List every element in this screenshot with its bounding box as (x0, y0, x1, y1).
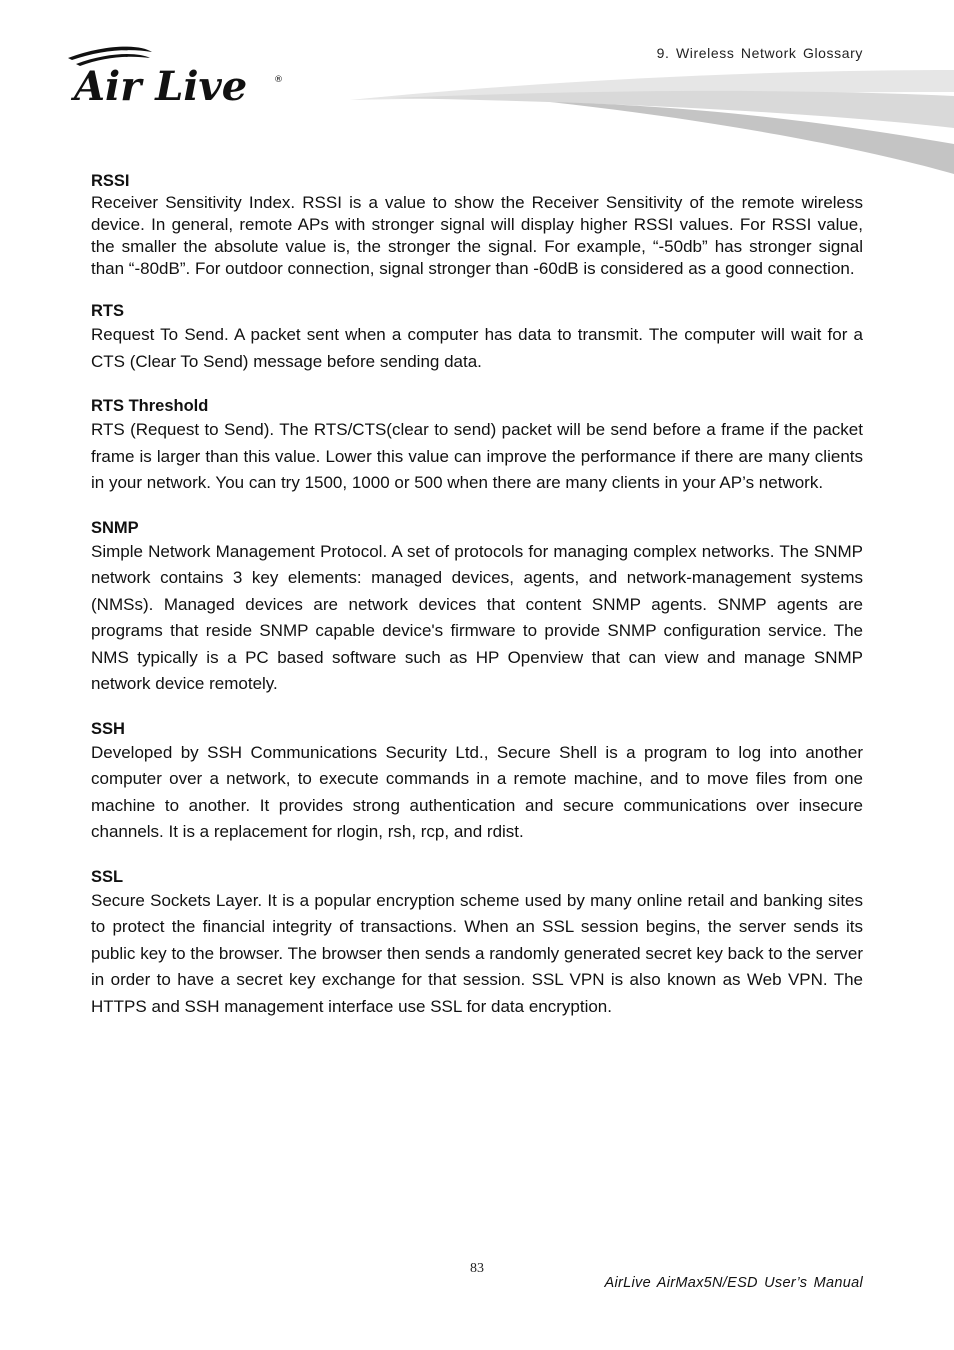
glossary-entry-rssi (91, 170, 863, 280)
glossary-definition: Simple Network Management Protocol. A set of protocols for managing complex networks. The SNMP network contains 3 key elements: managed devices, agents, and network-management systems (NMSs). Managed devices are network devices that content SNMP agents. SNMP agents are programs that reside SNMP capable device's firmware to provide SNMP configuration service. The NMS typically is a PC based software such as HP Openview that can view and manage SNMP network device remotely. (91, 541, 863, 693)
glossary-definition: Secure Sockets Layer. It is a popular encryption scheme used by many online retail and banking sites to protect the financial integrity of transactions. When an SSL session begins, the server sends its public key to the browser. The browser then sends a randomly generated secret key back to the server in order to have a secret key exchange for that session. SSL VPN is also known as Web VPN. The HTTPS and SSH management interface use SSL for data encryption. (91, 890, 863, 1016)
glossary-entry-snmp (91, 517, 863, 698)
glossary-term: RSSI (91, 172, 130, 190)
glossary-content (91, 170, 863, 1040)
logo-wordmark: Air Live (74, 63, 248, 110)
glossary-entry-rts (91, 300, 863, 375)
glossary-term: SSL (91, 867, 124, 886)
glossary-term: RTS (91, 302, 124, 320)
logo-registered-mark: ® (274, 75, 283, 85)
glossary-entry-ssl (91, 866, 863, 1021)
glossary-term: RTS Threshold (91, 397, 209, 415)
page-number: 83 (470, 1261, 484, 1276)
footer-manual-title: AirLive AirMax5N/ESD User’s Manual (604, 1275, 863, 1291)
glossary-term: SNMP (91, 518, 139, 537)
glossary-definition: Receiver Sensitivity Index. RSSI is a value to show the Receiver Sensitivity of the remote wireless device. In general, remote APs with stronger signal will display higher RSSI values. For RSSI value, the smaller the absolute value is, the stronger the signal. For example, “-50db” has stronger signal than “-80dB”. For outdoor connection, signal stronger than -60dB is considered as a good connection. (91, 193, 863, 278)
page-header-section: 9. Wireless Network Glossary (656, 45, 863, 61)
glossary-term: SSH (91, 719, 125, 738)
glossary-entry-rts-threshold (91, 395, 863, 497)
header-swoosh-decoration (350, 66, 954, 178)
glossary-definition: RTS (Request to Send). The RTS/CTS(clear to send) packet will be send before a frame if the packet frame is larger than this value. Lower this value can improve the performance if there are many clients in your network. You can try 1500, 1000 or 500 when there are many clients in your AP’s network. (91, 420, 863, 492)
airlive-logo (60, 40, 290, 110)
glossary-definition: Request To Send. A packet sent when a computer has data to transmit. The computer will wait for a CTS (Clear To Send) message before sending data. (91, 325, 863, 371)
glossary-entry-ssh (91, 718, 863, 846)
glossary-definition: Developed by SSH Communications Security Ltd., Secure Shell is a program to log into another computer over a network, to execute commands in a remote machine, and to move files from one machine to another. It provides strong authentication and secure communications over insecure channels. It is a replacement for rlogin, rsh, rcp, and rdist. (91, 742, 863, 841)
